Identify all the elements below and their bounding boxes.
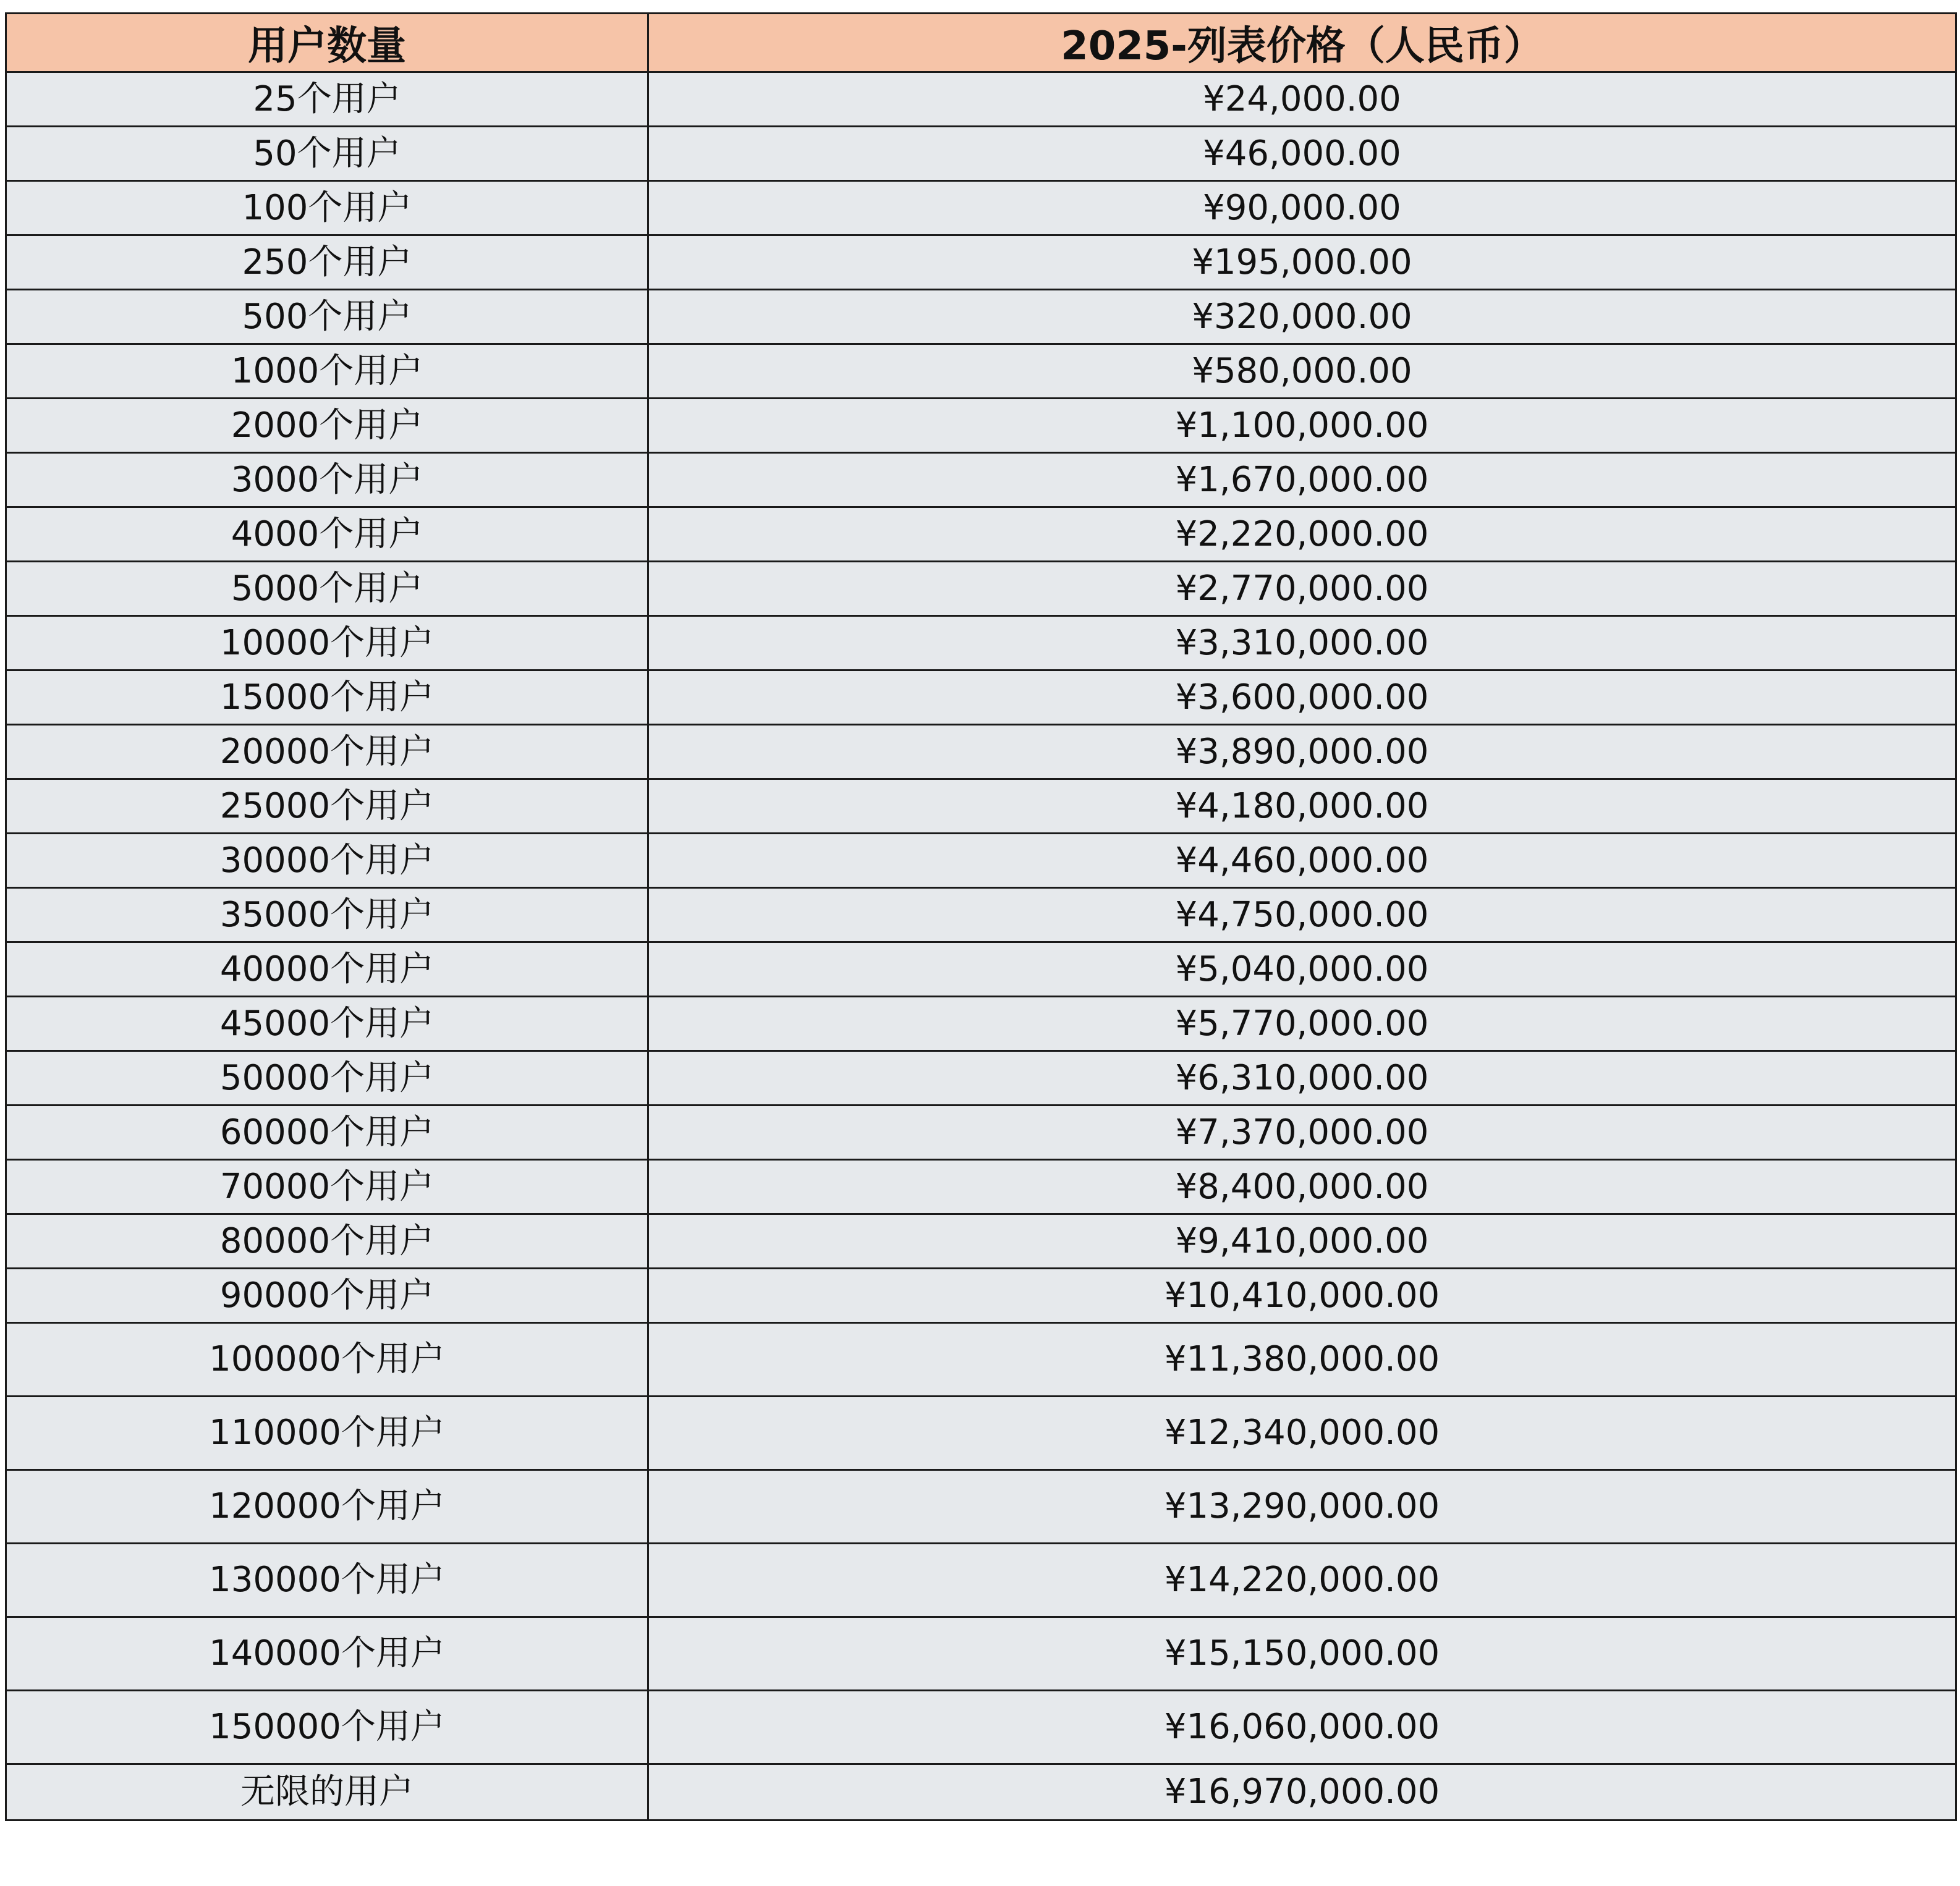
table-row [6,1764,1956,1820]
user-count-cell: 100个用户 [6,181,648,235]
price-cell: ¥4,750,000.00 [648,888,1956,942]
table-row [6,344,1956,399]
table-row [6,1323,1956,1397]
table-row [6,1691,1956,1764]
table-row [6,72,1956,127]
price-cell: ¥7,370,000.00 [648,1106,1956,1160]
user-count-cell: 50个用户 [6,127,648,181]
user-count-cell: 250个用户 [6,235,648,290]
price-cell: ¥1,100,000.00 [648,399,1956,453]
user-count-cell: 50000个用户 [6,1051,648,1106]
price-cell: ¥10,410,000.00 [648,1269,1956,1323]
user-count-cell: 20000个用户 [6,725,648,779]
price-cell: ¥3,600,000.00 [648,670,1956,725]
price-cell: ¥1,670,000.00 [648,453,1956,507]
table-row [6,1051,1956,1106]
user-count-cell: 120000个用户 [6,1470,648,1544]
table-row [6,399,1956,453]
table-row [6,670,1956,725]
table-row [6,181,1956,235]
user-count-cell: 3000个用户 [6,453,648,507]
user-count-cell: 4000个用户 [6,507,648,562]
table-row [6,1269,1956,1323]
price-cell: ¥13,290,000.00 [648,1470,1956,1544]
user-count-cell: 15000个用户 [6,670,648,725]
price-cell: ¥15,150,000.00 [648,1617,1956,1691]
price-cell: ¥195,000.00 [648,235,1956,290]
price-cell: ¥12,340,000.00 [648,1397,1956,1470]
table-row [6,507,1956,562]
table-row [6,1214,1956,1269]
price-cell: ¥580,000.00 [648,344,1956,399]
user-count-cell: 60000个用户 [6,1106,648,1160]
header-price: 2025-列表价格（人民币） [648,14,1956,72]
table-row [6,453,1956,507]
price-cell: ¥3,310,000.00 [648,616,1956,670]
user-count-cell: 45000个用户 [6,997,648,1051]
table-row [6,562,1956,616]
user-count-cell: 70000个用户 [6,1160,648,1214]
user-count-cell: 10000个用户 [6,616,648,670]
user-count-cell: 140000个用户 [6,1617,648,1691]
price-cell: ¥11,380,000.00 [648,1323,1956,1397]
price-cell: ¥2,220,000.00 [648,507,1956,562]
table-row [6,1617,1956,1691]
user-count-cell: 35000个用户 [6,888,648,942]
user-count-cell: 80000个用户 [6,1214,648,1269]
table-row [6,1470,1956,1544]
price-cell: ¥4,460,000.00 [648,834,1956,888]
table-row [6,1544,1956,1617]
user-count-cell: 30000个用户 [6,834,648,888]
table-body [6,72,1956,1820]
table-row [6,725,1956,779]
table-row [6,1397,1956,1470]
user-count-cell: 500个用户 [6,290,648,344]
price-cell: ¥16,970,000.00 [648,1764,1956,1820]
user-count-cell: 130000个用户 [6,1544,648,1617]
table-row [6,235,1956,290]
price-cell: ¥5,770,000.00 [648,997,1956,1051]
price-cell: ¥90,000.00 [648,181,1956,235]
table-row [6,888,1956,942]
table-row [6,834,1956,888]
price-cell: ¥46,000.00 [648,127,1956,181]
table-row [6,779,1956,834]
user-count-cell: 150000个用户 [6,1691,648,1764]
price-cell: ¥14,220,000.00 [648,1544,1956,1617]
user-count-cell: 40000个用户 [6,942,648,997]
price-cell: ¥24,000.00 [648,72,1956,127]
price-cell: ¥16,060,000.00 [648,1691,1956,1764]
header-row [6,14,1956,72]
table-row [6,997,1956,1051]
table-row [6,1106,1956,1160]
price-cell: ¥8,400,000.00 [648,1160,1956,1214]
user-count-cell: 110000个用户 [6,1397,648,1470]
user-count-cell: 90000个用户 [6,1269,648,1323]
pricing-table [5,12,1957,1821]
price-cell: ¥5,040,000.00 [648,942,1956,997]
header-users: 用户数量 [6,14,648,72]
user-count-cell: 5000个用户 [6,562,648,616]
price-cell: ¥6,310,000.00 [648,1051,1956,1106]
user-count-cell: 2000个用户 [6,399,648,453]
user-count-cell: 1000个用户 [6,344,648,399]
table-row [6,127,1956,181]
table-row [6,1160,1956,1214]
user-count-cell: 无限的用户 [6,1764,648,1820]
price-cell: ¥9,410,000.00 [648,1214,1956,1269]
user-count-cell: 25个用户 [6,72,648,127]
user-count-cell: 25000个用户 [6,779,648,834]
table-row [6,290,1956,344]
price-cell: ¥3,890,000.00 [648,725,1956,779]
price-cell: ¥4,180,000.00 [648,779,1956,834]
table-row [6,942,1956,997]
user-count-cell: 100000个用户 [6,1323,648,1397]
price-cell: ¥320,000.00 [648,290,1956,344]
price-cell: ¥2,770,000.00 [648,562,1956,616]
table-row [6,616,1956,670]
